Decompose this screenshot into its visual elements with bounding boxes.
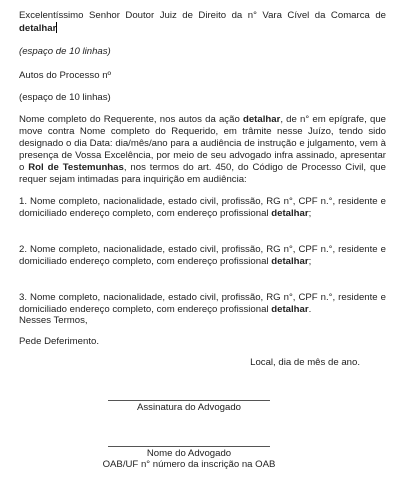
addressee-detail: detalhar [19, 23, 57, 34]
signature-line-2 [108, 446, 270, 447]
body-part-3: , nos termos do art. 450, do Código de Processo Civil, que requer sejam intimadas para inquirição em audiência: [19, 162, 386, 185]
witness-3-detail: detalhar [271, 304, 309, 315]
process-number: Autos do Processo nº [19, 70, 112, 81]
spacing-note-1: (espaço de 10 linhas) [19, 46, 111, 57]
signature-line-1 [108, 400, 270, 401]
lawyer-name: Nome do Advogado [146, 448, 232, 459]
addressee-text: Excelentíssimo Senhor Doutor Juiz de Direito da n° Vara Cível da Comarca de [19, 10, 386, 21]
witness-1-detail: detalhar [271, 208, 309, 219]
witness-item-3 [19, 292, 386, 316]
text-cursor [56, 22, 57, 33]
witness-1-end: ; [308, 208, 312, 219]
body-bold-1: detalhar [242, 114, 281, 125]
spacing-note-2: (espaço de 10 linhas) [19, 92, 111, 103]
addressee-header [19, 10, 386, 35]
body-bold-2: Rol de Testemunhas [28, 162, 124, 173]
witness-2-end: ; [308, 256, 312, 267]
closing-nesses-termos: Nesses Termos, [19, 315, 88, 326]
witness-2-detail: detalhar [271, 256, 309, 267]
witness-1-text: 1. Nome completo, nacionalidade, estado civil, profissão, RG n°, CPF n.°, residente e domiciliado endereço completo, com endereço profissional [19, 196, 386, 219]
witness-item-2 [19, 244, 386, 268]
witness-2-text: 2. Nome completo, nacionalidade, estado civil, profissão, RG n°, CPF n.°, residente e domiciliado endereço completo, com endereço profissional [19, 244, 386, 267]
witness-3-end: . [308, 304, 312, 315]
signature-label: Assinatura do Advogado [136, 402, 241, 413]
lawyer-oab-number: OAB/UF n° número da inscrição na OAB [102, 459, 276, 470]
place-and-date: Local, dia de mês de ano. [250, 357, 360, 368]
body-part-1: Nome completo do Requerente, nos autos da ação [19, 114, 243, 125]
body-part-2: , de n° em epígrafe, que move contra Nome completo do Requerido, em trâmite nesse Juízo, tendo sido designado o dia Data: dia/mês/ano para a audiência de instrução e julgamento, vem à presença de Vossa Excelência, por meio de seu advogado infra assinado, apresentar o [19, 114, 387, 173]
closing-pede-deferimento: Pede Deferimento. [19, 336, 99, 347]
petition-body [19, 114, 386, 186]
witness-3-text: 3. Nome completo, nacionalidade, estado civil, profissão, RG n°, CPF n.°, residente e domiciliado endereço completo, com endereço profissional [19, 292, 386, 315]
witness-item-1 [19, 196, 386, 220]
